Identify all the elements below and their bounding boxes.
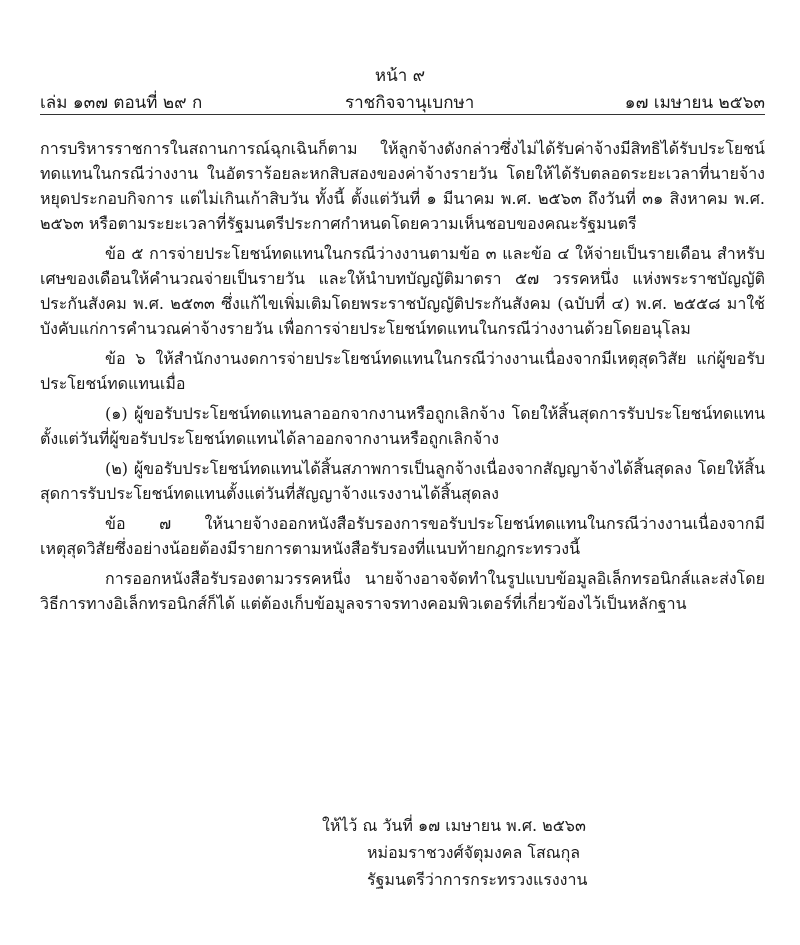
publication-name: ราชกิจจานุเบกษา <box>345 93 475 113</box>
signature-block <box>0 812 800 893</box>
gazette-header <box>40 89 765 113</box>
paragraph-clause-7: ข้อ ๗ ให้นายจ้างออกหนังสือรับรองการขอรับประโยชน์ทดแทนในกรณีว่างงานเนื่องจากมีเหตุสุดวิสัยซึ่งอย่างน้อยต้องมีรายการตามหนังสือรับรองที่แนบท้ายกฎกระทรวงนี้ <box>40 514 765 558</box>
paragraph-continuation: การบริหารราชการในสถานการณ์ฉุกเฉินก็ตาม ให้ลูกจ้างดังกล่าวซึ่งไม่ได้รับค่าจ้างมีสิทธิได้รับประโยชน์ทดแทนในกรณีว่างงาน ในอัตราร้อยละหกสิบสองของค่าจ้างรายวัน โดยให้ได้รับตลอดระยะเวลาที่นายจ้างหยุดประกอบกิจการ แต่ไม่เกินเก้าสิบวัน ทั้งนี้ ตั้งแต่วันที่ ๑ มีนาคม พ.ศ. ๒๕๖๓ ถึงวันที่ ๓๑ สิงหาคม พ.ศ. ๒๕๖๓ หรือตามระยะเวลาที่รัฐมนตรีประกาศกำหนดโดยความเห็นชอบของคณะรัฐมนตรี <box>40 139 765 233</box>
header-divider <box>40 114 765 115</box>
volume-issue: เล่ม ๑๓๗ ตอนที่ ๒๙ ก <box>40 93 203 113</box>
publication-date: ๑๗ เมษายน ๒๕๖๓ <box>624 93 765 113</box>
paragraph-clause-5: ข้อ ๕ การจ่ายประโยชน์ทดแทนในกรณีว่างงานตามข้อ ๓ และข้อ ๔ ให้จ่ายเป็นรายเดือน สำหรับเศษของเดือนให้คำนวณจ่ายเป็นรายวัน และให้นำบทบัญญัติมาตรา ๕๗ วรรคหนึ่ง แห่งพระราชบัญญัติประกันสังคม พ.ศ. ๒๕๓๓ ซึ่งแก้ไขเพิ่มเติมโดยพระราชบัญญัติประกันสังคม (ฉบับที่ ๔) พ.ศ. ๒๕๕๘ มาใช้บังคับแก่การคำนวณค่าจ้างรายวัน เพื่อการจ่ายประโยชน์ทดแทนในกรณีว่างงานด้วยโดยอนุโลม <box>40 244 765 338</box>
signatory-title: รัฐมนตรีว่าการกระทรวงแรงงาน <box>367 870 588 889</box>
page-number: หน้า ๙ <box>374 66 426 86</box>
paragraph-clause-6-item-1: (๑) ผู้ขอรับประโยชน์ทดแทนลาออกจากงานหรือถูกเลิกจ้าง โดยให้สิ้นสุดการรับประโยชน์ทดแทนตั้งแต่วันที่ผู้ขอรับประโยชน์ทดแทนได้ลาออกจากงานหรือถูกเลิกจ้าง <box>40 404 765 448</box>
signature-date: ให้ไว้ ณ วันที่ ๑๗ เมษายน พ.ศ. ๒๕๖๓ <box>322 816 586 835</box>
paragraph-clause-6: ข้อ ๖ ให้สำนักงานงดการจ่ายประโยชน์ทดแทนในกรณีว่างงานเนื่องจากมีเหตุสุดวิสัย แก่ผู้ขอรับประโยชน์ทดแทนเมื่อ <box>40 349 765 393</box>
paragraph-clause-6-item-2: (๒) ผู้ขอรับประโยชน์ทดแทนได้สิ้นสภาพการเป็นลูกจ้างเนื่องจากสัญญาจ้างได้สิ้นสุดลง โดยให้สิ้นสุดการรับประโยชน์ทดแทนตั้งแต่วันที่สัญญาจ้างแรงงานได้สิ้นสุดลง <box>40 459 765 503</box>
document-body <box>40 136 765 621</box>
signatory-name: หม่อมราชวงศ์จัตุมงคล โสณกุล <box>367 843 581 862</box>
paragraph-clause-7-second: การออกหนังสือรับรองตามวรรคหนึ่ง นายจ้างอาจจัดทำในรูปแบบข้อมูลอิเล็กทรอนิกส์และส่งโดยวิธีการทางอิเล็กทรอนิกส์ก็ได้ แต่ต้องเก็บข้อมูลจราจรทางคอมพิวเตอร์ที่เกี่ยวข้องไว้เป็นหลักฐาน <box>40 569 765 613</box>
